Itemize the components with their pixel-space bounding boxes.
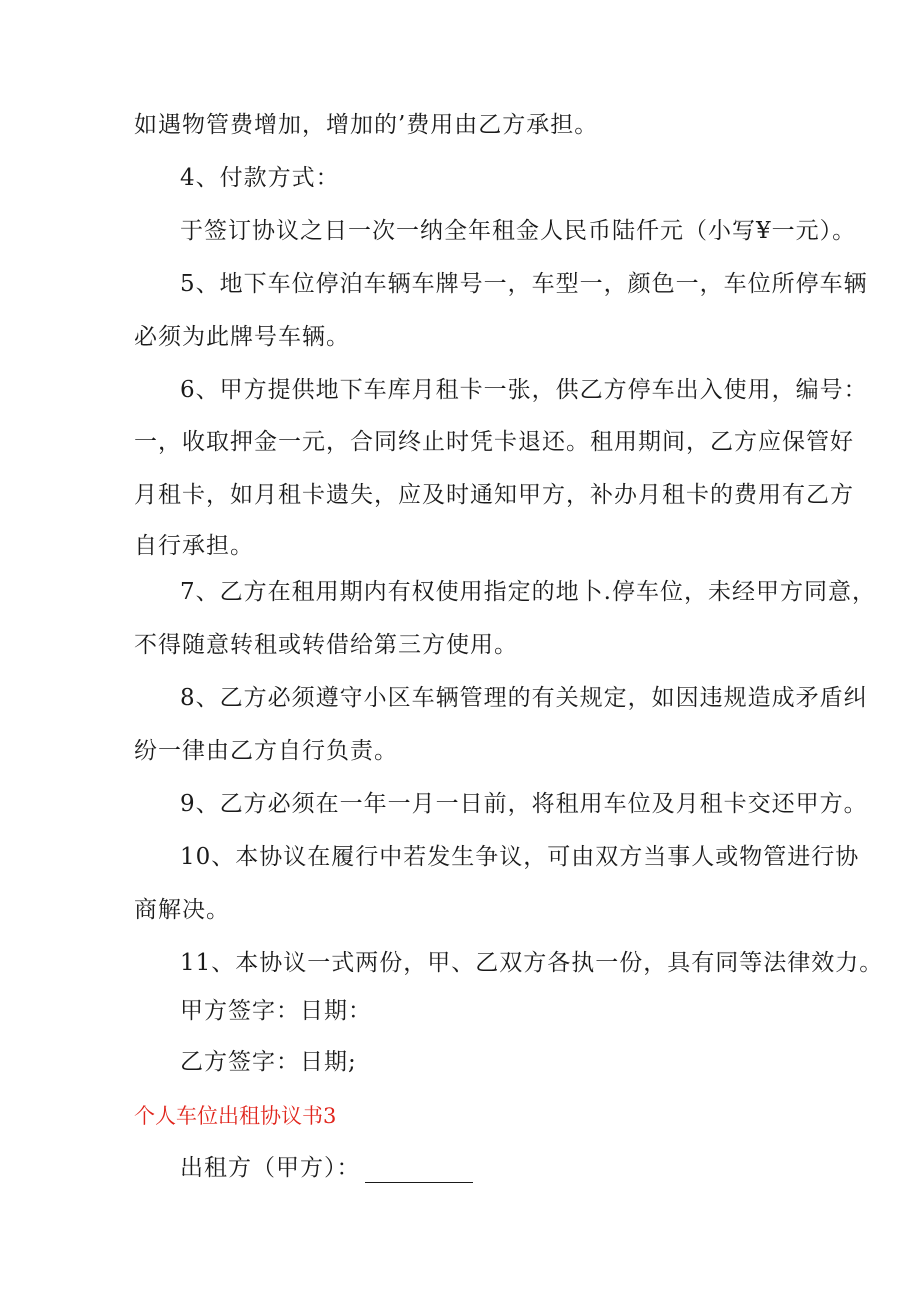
paragraph-line: 纷一律由乙方自行负责。 — [134, 738, 398, 764]
paragraph-line: 9、乙方必须在一年一月一日前，将租用车位及月租卡交还甲方。 — [180, 791, 868, 817]
paragraph-line: 商解决。 — [134, 897, 230, 923]
paragraph-line: 5、地下车位停泊车辆车牌号一，车型一，颜色一，车位所停车辆 — [180, 271, 868, 297]
paragraph-line: 6、甲方提供地下车库月租卡一张，供乙方停车出入使用，编号： — [180, 377, 868, 403]
lessor-line — [180, 1153, 473, 1183]
paragraph-line: 11、本协议一式两份，甲、乙双方各执一份，具有同等法律效力。 — [180, 950, 884, 976]
paragraph-line: 7、乙方在租用期内有权使用指定的地卜.停车位，未经甲方同意， — [180, 579, 876, 605]
paragraph-line: 于签订协议之日一次一纳全年租金人民币陆仟元（小写¥一元）。 — [180, 218, 857, 244]
paragraph-line: 4、付款方式： — [180, 165, 340, 191]
signature-line-party-a: 甲方签字：日期： — [180, 998, 372, 1024]
lessor-blank-field — [365, 1160, 473, 1183]
paragraph-line: 月租卡，如月租卡遗失，应及时通知甲方，补办月租卡的费用有乙方 — [134, 482, 854, 508]
paragraph-line: 8、乙方必须遵守小区车辆管理的有关规定，如因违规造成矛盾纠 — [180, 685, 868, 711]
paragraph-line: 如遇物管费增加，增加的’费用由乙方承担。 — [134, 112, 599, 138]
section-heading: 个人车位出租协议书3 — [134, 1104, 337, 1128]
paragraph-line: 10、本协议在履行中若发生争议，可由双方当事人或物管进行协 — [180, 844, 860, 870]
signature-line-party-b: 乙方签字：日期; — [180, 1049, 357, 1075]
paragraph-line: 自行承担。 — [134, 533, 254, 559]
paragraph-line: 不得随意转租或转借给第三方使用。 — [134, 632, 518, 658]
lessor-label: 出租方（甲方）： — [180, 1155, 361, 1181]
paragraph-line: 必须为此牌号车辆。 — [134, 324, 350, 350]
paragraph-line: 一，收取押金一元，合同终止时凭卡退还。租用期间，乙方应保管好 — [134, 429, 854, 455]
